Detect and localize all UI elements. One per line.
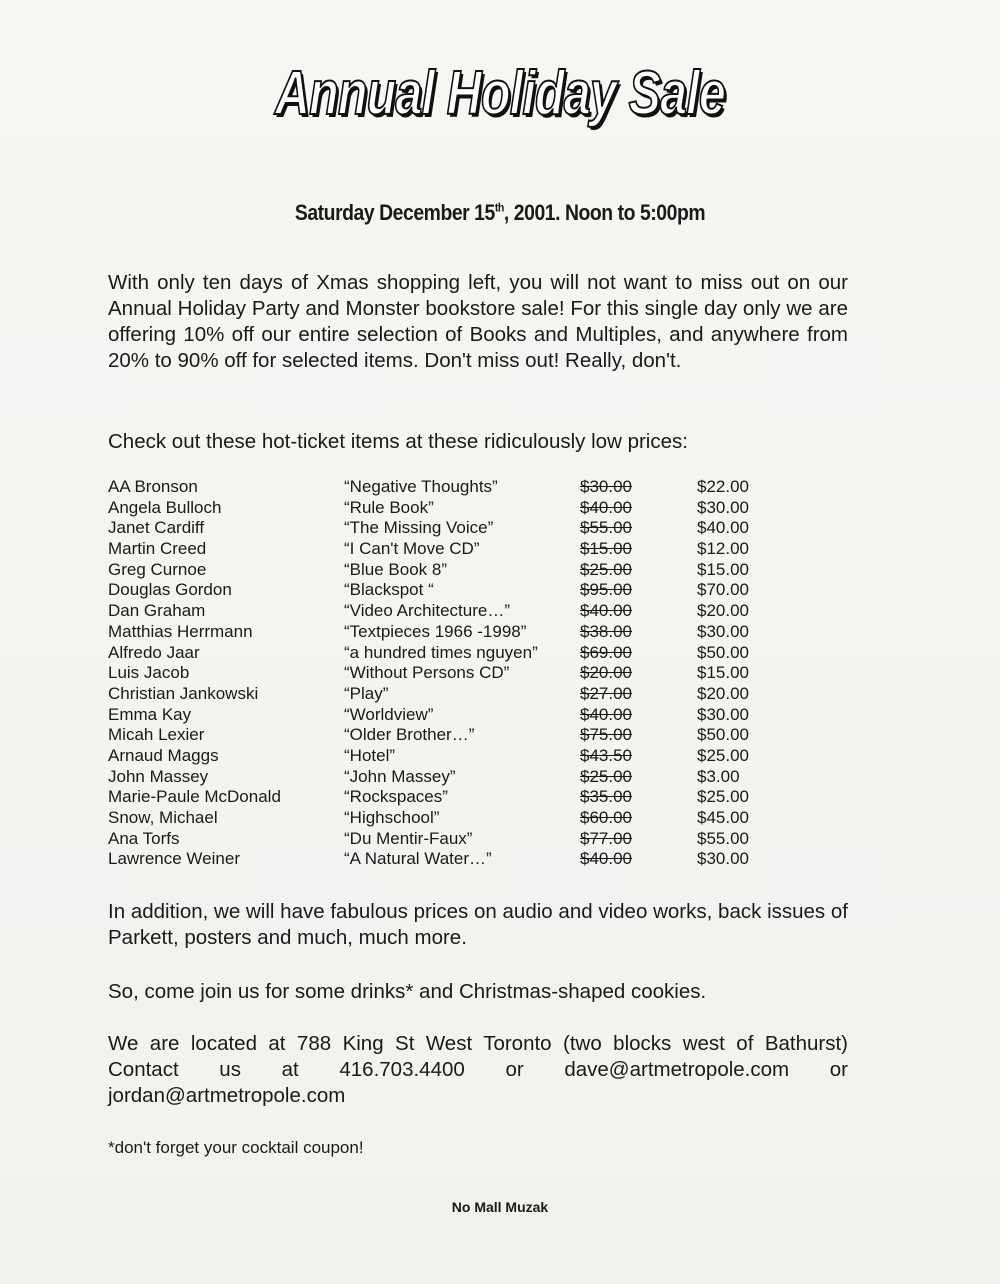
item-artist: Micah Lexier [108, 725, 205, 745]
item-artist: Alfredo Jaar [108, 642, 200, 662]
item-title: “Play” [344, 683, 389, 703]
list-item [108, 767, 808, 788]
item-title: “Negative Thoughts” [344, 477, 498, 496]
item-old-price: $27.00 [580, 683, 632, 703]
item-artist: Marie-Paule McDonald [108, 787, 281, 807]
item-title: “Blue Book 8” [344, 559, 447, 579]
item-title: “Hotel” [344, 745, 396, 765]
item-new-price: $30.00 [697, 497, 749, 517]
item-title: “Du Mentir-Faux” [344, 828, 473, 848]
item-title: “The Missing Voice” [344, 518, 494, 538]
item-title: “a hundred times nguyen” [344, 642, 538, 662]
item-title: “Rockspaces” [344, 787, 448, 807]
item-artist: Angela Bulloch [108, 497, 222, 517]
item-new-price: $22.00 [697, 477, 749, 496]
footnote: *don't forget your cocktail coupon! [108, 1138, 364, 1157]
list-item [108, 684, 808, 705]
item-new-price: $3.00 [697, 766, 740, 786]
list-item [108, 643, 808, 664]
item-title: “A Natural Water…” [344, 849, 492, 869]
item-new-price: $25.00 [697, 787, 749, 807]
list-item [108, 560, 808, 581]
list-item [108, 746, 808, 767]
item-old-price: $77.00 [580, 828, 632, 848]
item-artist: Douglas Gordon [108, 580, 232, 600]
list-item [108, 705, 808, 726]
item-artist: Matthias Herrmann [108, 621, 253, 641]
date-prefix: Saturday December 15 [294, 200, 495, 225]
item-old-price: $55.00 [580, 518, 632, 538]
item-artist: Arnaud Maggs [108, 745, 219, 765]
item-new-price: $30.00 [697, 621, 749, 641]
item-old-price: $40.00 [580, 497, 632, 517]
item-title: “Highschool” [344, 808, 440, 827]
list-item [108, 539, 808, 560]
item-new-price: $70.00 [697, 580, 749, 600]
item-old-price: $35.00 [580, 787, 632, 807]
item-new-price: $50.00 [697, 642, 749, 662]
join-paragraph: So, come join us for some drinks* and Christmas-shaped cookies. [108, 980, 707, 1003]
list-item [108, 601, 808, 622]
item-title: “Without Persons CD” [344, 663, 510, 683]
location-paragraph: We are located at 788 King St West Toronto (two blocks west of Bathurst) Contact us at 416.703.4400 or dave@artmetropole.com or jordan@artmetropole.com [108, 1032, 848, 1107]
item-old-price: $38.00 [580, 621, 632, 641]
date-rest: , 2001. Noon to 5:00pm [503, 200, 706, 225]
item-artist: Janet Cardiff [108, 518, 205, 538]
date-suffix: th [494, 200, 504, 215]
list-item [108, 622, 808, 643]
item-old-price: $30.00 [580, 477, 632, 496]
list-item [108, 849, 808, 870]
item-artist: Lawrence Weiner [108, 849, 240, 869]
item-old-price: $75.00 [580, 725, 632, 745]
item-old-price: $20.00 [580, 663, 632, 683]
item-old-price: $40.00 [580, 704, 632, 724]
item-title: “Rule Book” [344, 497, 434, 517]
item-title: “John Massey” [344, 766, 456, 786]
item-artist: Emma Kay [108, 704, 192, 724]
item-old-price: $40.00 [580, 849, 632, 869]
item-new-price: $40.00 [697, 518, 749, 538]
list-item [108, 808, 808, 829]
item-artist: Ana Torfs [108, 828, 180, 848]
item-new-price: $15.00 [697, 559, 749, 579]
item-title: “Worldview” [344, 704, 434, 724]
list-item [108, 663, 808, 684]
item-new-price: $25.00 [697, 745, 749, 765]
list-item [108, 787, 808, 808]
item-old-price: $60.00 [580, 808, 632, 827]
item-old-price: $95.00 [580, 580, 632, 600]
sale-items-list [108, 477, 808, 870]
item-new-price: $30.00 [697, 704, 749, 724]
item-new-price: $45.00 [697, 808, 749, 827]
item-new-price: $20.00 [697, 683, 749, 703]
item-old-price: $40.00 [580, 601, 632, 621]
list-item [108, 477, 808, 498]
list-item [108, 498, 808, 519]
addition-paragraph: In addition, we will have fabulous prices on audio and video works, back issues of Parkett, posters and much, much more. [108, 900, 848, 949]
item-artist: Martin Creed [108, 539, 207, 559]
item-new-price: $15.00 [697, 663, 749, 683]
item-artist: Greg Curnoe [108, 559, 207, 579]
item-old-price: $15.00 [580, 539, 632, 559]
list-item [108, 725, 808, 746]
item-new-price: $12.00 [697, 539, 749, 559]
item-old-price: $25.00 [580, 559, 632, 579]
item-title: “Older Brother…” [344, 725, 475, 745]
item-old-price: $69.00 [580, 642, 632, 662]
item-artist: John Massey [108, 766, 209, 786]
item-title: “Video Architecture…” [344, 601, 510, 621]
item-artist: Snow, Michael [108, 808, 218, 827]
item-artist: Christian Jankowski [108, 683, 259, 703]
event-date [60, 200, 940, 226]
item-old-price: $43.50 [580, 745, 632, 765]
item-title: “Blackspot “ [344, 580, 434, 600]
intro-paragraph: With only ten days of Xmas shopping left, you will not want to miss out on our Annual Holiday Party and Monster bookstore sale! For this single day only we are offering 10% off our entire selection of Books and Multiples, and anywhere from 20% to 90% off for selected items. Don't miss out! Really, don't. [108, 271, 848, 372]
item-new-price: $30.00 [697, 849, 749, 869]
flyer-title: Annual Holiday Sale [274, 59, 726, 128]
item-new-price: $20.00 [697, 601, 749, 621]
checkout-paragraph: Check out these hot-ticket items at these ridiculously low prices: [108, 430, 688, 453]
item-artist: Dan Graham [108, 601, 206, 621]
item-artist: Luis Jacob [108, 663, 190, 683]
list-item [108, 580, 808, 601]
item-old-price: $25.00 [580, 766, 632, 786]
item-new-price: $55.00 [697, 828, 749, 848]
footer-text: No Mall Muzak [451, 1199, 549, 1215]
item-new-price: $50.00 [697, 725, 749, 745]
item-title: “Textpieces 1966 -1998” [344, 621, 527, 641]
item-title: “I Can't Move CD” [344, 539, 480, 559]
list-item [108, 829, 808, 850]
list-item [108, 518, 808, 539]
item-artist: AA Bronson [108, 477, 198, 496]
